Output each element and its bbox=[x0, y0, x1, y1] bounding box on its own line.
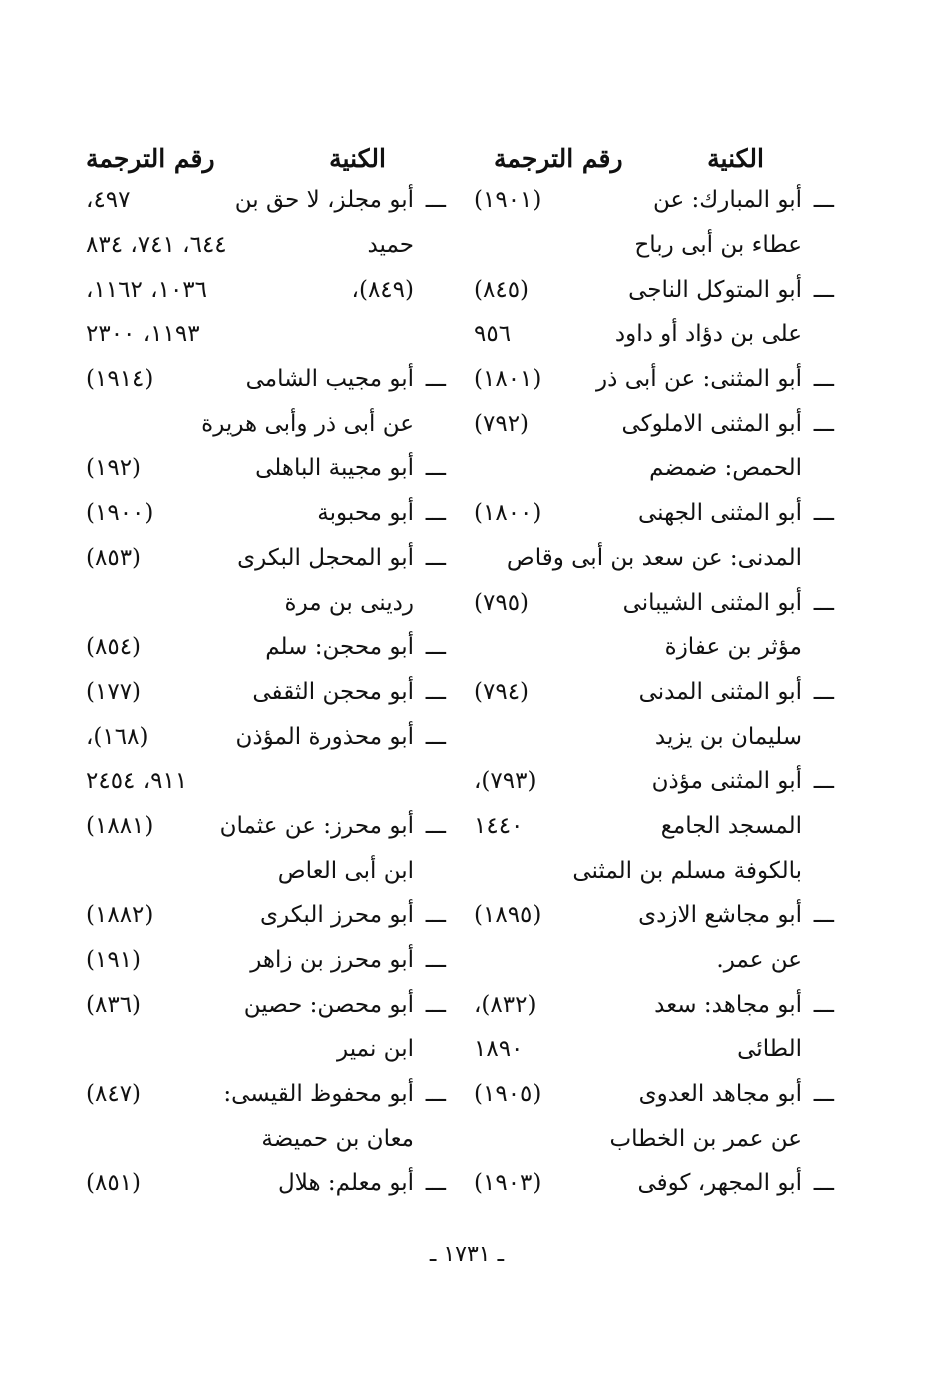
entry-dash: ـــ bbox=[813, 768, 834, 795]
index-entry bbox=[474, 1161, 834, 1206]
entry-name bbox=[639, 679, 834, 705]
index-entry bbox=[86, 401, 446, 446]
entry-name-text: أبو المثنى الشيبانى bbox=[622, 589, 802, 616]
entry-name bbox=[572, 858, 834, 884]
entry-dash: ـــ bbox=[425, 1170, 446, 1197]
entry-name-text: مؤثر بن عفازة bbox=[664, 634, 802, 661]
entry-number: (٨٥١) bbox=[86, 1170, 142, 1197]
entry-name bbox=[337, 1036, 446, 1062]
index-entry bbox=[86, 178, 446, 223]
index-entry bbox=[86, 848, 446, 893]
index-entry bbox=[474, 804, 834, 849]
entry-name bbox=[638, 902, 834, 928]
right-column-header bbox=[474, 138, 834, 178]
entry-name bbox=[654, 992, 834, 1018]
entry-name-text: سليمان بن يزيد bbox=[654, 723, 802, 750]
right-rows bbox=[474, 178, 834, 1206]
entry-number: (١٩١) bbox=[86, 947, 142, 974]
entry-number: (١٧٧) bbox=[86, 678, 142, 705]
entry-number: (٧٩٥) bbox=[474, 589, 530, 616]
entry-number: (١٨٨٢) bbox=[86, 902, 154, 929]
entry-number: (١٦٨)، bbox=[86, 723, 149, 750]
entry-name-text: أبو المثنى الاملوكى bbox=[621, 410, 802, 437]
entry-name bbox=[352, 277, 446, 303]
entry-name bbox=[250, 947, 446, 973]
entry-dash: ـــ bbox=[425, 678, 446, 705]
index-entry bbox=[86, 1161, 446, 1206]
entry-name bbox=[278, 858, 446, 884]
entry-name bbox=[235, 724, 446, 750]
entry-name bbox=[285, 590, 446, 616]
index-entry bbox=[474, 1027, 834, 1072]
entry-dash: ـــ bbox=[425, 1081, 446, 1108]
entry-number: (١٩١٤) bbox=[86, 366, 154, 393]
entry-name bbox=[639, 1081, 834, 1107]
entry-number: (٨٤٥) bbox=[474, 276, 530, 303]
entry-number: (١٩٠٥) bbox=[474, 1081, 542, 1108]
entry-name bbox=[637, 1170, 834, 1196]
entry-dash: ـــ bbox=[425, 947, 446, 974]
entry-name-text: أبو المتوكل الناجى bbox=[628, 276, 802, 303]
index-entry bbox=[86, 312, 446, 357]
entry-number: (١٨٠١) bbox=[474, 366, 542, 393]
entry-number: (٨٤٧) bbox=[86, 1081, 142, 1108]
index-entry bbox=[86, 1116, 446, 1161]
header-kunya: الكنية bbox=[329, 143, 386, 173]
entry-dash: ـــ bbox=[813, 187, 834, 214]
entry-name bbox=[596, 366, 834, 392]
entry-name-text: أبو المثنى الجهنى bbox=[638, 500, 802, 527]
entry-name-text: أبو مجيبة الباهلى bbox=[255, 455, 414, 482]
entry-name-text: المدنى: عن سعد بن أبى وقاص bbox=[506, 544, 802, 571]
entry-dash: ـــ bbox=[813, 589, 834, 616]
entry-number: (١٩٠٣) bbox=[474, 1170, 542, 1197]
entry-name bbox=[235, 187, 446, 213]
index-entry bbox=[474, 1116, 834, 1161]
entry-dash: ـــ bbox=[813, 500, 834, 527]
left-column bbox=[86, 138, 446, 1206]
entry-dash: ـــ bbox=[813, 991, 834, 1018]
entry-name bbox=[367, 232, 446, 258]
entry-name bbox=[260, 902, 446, 928]
header-tarjama-number: رقم الترجمة bbox=[86, 143, 215, 173]
entry-dash: ـــ bbox=[425, 366, 446, 393]
entry-dash: ـــ bbox=[425, 455, 446, 482]
entry-number: (١٩٢) bbox=[86, 455, 142, 482]
entry-dash: ـــ bbox=[813, 902, 834, 929]
entry-name-text: أبو المثنى: عن أبى ذر bbox=[596, 366, 802, 393]
entry-name bbox=[278, 1170, 446, 1196]
index-entry bbox=[474, 178, 834, 223]
entry-name bbox=[609, 1126, 834, 1152]
right-column bbox=[474, 138, 834, 1206]
entry-name bbox=[716, 947, 834, 973]
entry-dash: ـــ bbox=[813, 1170, 834, 1197]
entry-name bbox=[652, 768, 834, 794]
index-entry bbox=[474, 1072, 834, 1117]
entry-name-text: عطاء بن أبى رباح bbox=[634, 232, 802, 259]
entry-name-text: حميد bbox=[367, 232, 414, 259]
entry-number: (٧٩٢) bbox=[474, 410, 530, 437]
entry-name-text: أبو محفوظ القيسى: bbox=[223, 1081, 414, 1108]
entry-number: (٨٥٤) bbox=[86, 634, 142, 661]
entry-name bbox=[634, 232, 834, 258]
entry-name-text: أبو محجن الثقفى bbox=[252, 678, 414, 705]
entry-dash: ـــ bbox=[425, 991, 446, 1018]
entry-name-text: المسجد الجامع bbox=[660, 812, 802, 839]
entry-number: (٧٩٤) bbox=[474, 678, 530, 705]
entry-name-text: الحمص: ضمضم bbox=[649, 455, 802, 482]
entry-name bbox=[638, 500, 834, 526]
index-entry bbox=[474, 580, 834, 625]
index-entry bbox=[86, 1072, 446, 1117]
entry-name-text: أبو محبوبة bbox=[317, 500, 414, 527]
entry-name-text: على بن دؤاد أو داود bbox=[614, 321, 802, 348]
entry-dash: ـــ bbox=[425, 500, 446, 527]
entry-name bbox=[252, 679, 446, 705]
entry-name bbox=[615, 321, 834, 347]
entry-name-text: عن عمر بن الخطاب bbox=[609, 1125, 802, 1152]
index-entry bbox=[474, 401, 834, 446]
entry-name bbox=[246, 366, 446, 392]
index-entry bbox=[474, 893, 834, 938]
entry-number: (١٨٨١) bbox=[86, 812, 154, 839]
header-kunya: الكنية bbox=[707, 143, 764, 173]
index-entry bbox=[474, 312, 834, 357]
index-entry bbox=[86, 625, 446, 670]
index-entry bbox=[86, 804, 446, 849]
entry-name-text: عن أبى ذر وأبى هريرة bbox=[201, 410, 414, 437]
entry-name-text: أبو المجهر، كوفى bbox=[637, 1170, 802, 1197]
entry-name bbox=[317, 500, 446, 526]
entry-dash: ـــ bbox=[813, 410, 834, 437]
entry-number: (١٩٠١) bbox=[474, 187, 542, 214]
index-entry bbox=[86, 759, 446, 804]
entry-number: (١٩٠٠) bbox=[86, 500, 154, 527]
entry-name-text: أبو مجاشع الازدى bbox=[638, 902, 802, 929]
index-entry bbox=[86, 357, 446, 402]
entry-name bbox=[507, 545, 834, 571]
entry-name bbox=[223, 1081, 446, 1107]
entry-name bbox=[661, 813, 834, 839]
entry-name-text: أبو محرز البكرى bbox=[260, 902, 414, 929]
entry-number: (٨٣٦) bbox=[86, 991, 142, 1018]
entry-name-text: أبو محجن: سلم bbox=[265, 634, 414, 661]
entry-dash: ـــ bbox=[425, 634, 446, 661]
entry-name-text: أبو محذورة المؤذن bbox=[235, 723, 414, 750]
entry-name-text: أبو مجيب الشامى bbox=[245, 366, 414, 393]
entry-name-text: عن عمر. bbox=[716, 947, 802, 974]
entry-dash: ـــ bbox=[425, 723, 446, 750]
entry-number: ٩٥٦ bbox=[474, 321, 512, 348]
entry-dash: ـــ bbox=[425, 902, 446, 929]
entry-name bbox=[201, 411, 446, 437]
entry-name-text: أبو مجاهد: سعد bbox=[654, 991, 802, 1018]
entry-name-text: الطائى bbox=[737, 1036, 802, 1063]
entry-name-text: أبو محرز: عن عثمان bbox=[219, 812, 414, 839]
entry-name bbox=[655, 724, 834, 750]
entry-dash: ـــ bbox=[813, 678, 834, 705]
entry-dash: ـــ bbox=[813, 1081, 834, 1108]
index-entry bbox=[474, 938, 834, 983]
entry-dash: ـــ bbox=[813, 276, 834, 303]
entry-number: ٦٤٤، ٧٤١، ٨٣٤ bbox=[86, 232, 227, 259]
entry-number: ٤٩٧، bbox=[86, 187, 131, 214]
index-entry bbox=[474, 714, 834, 759]
entry-number: ١١٩٣، ٢٣٠٠ bbox=[86, 321, 200, 348]
index-entry bbox=[474, 223, 834, 268]
left-column-header bbox=[86, 138, 446, 178]
index-entry bbox=[474, 982, 834, 1027]
entry-name bbox=[737, 1036, 834, 1062]
index-entry bbox=[474, 625, 834, 670]
entry-number: (٨٣٢)، bbox=[474, 991, 537, 1018]
entry-name-text: أبو المحجل البكرى bbox=[237, 544, 414, 571]
index-entry bbox=[86, 1027, 446, 1072]
index-entry bbox=[474, 759, 834, 804]
index-entry bbox=[474, 267, 834, 312]
entry-name-text: بالكوفة مسلم بن المثنى bbox=[572, 857, 802, 884]
index-entry bbox=[474, 357, 834, 402]
entry-name-text: (٨٤٩)، bbox=[351, 276, 414, 303]
entry-dash: ـــ bbox=[813, 366, 834, 393]
index-entry bbox=[86, 714, 446, 759]
entry-name bbox=[623, 590, 834, 616]
entry-name-text: ردينى بن مرة bbox=[284, 589, 414, 616]
entry-name bbox=[665, 634, 834, 660]
index-entry bbox=[86, 223, 446, 268]
entry-dash: ـــ bbox=[425, 812, 446, 839]
index-entry bbox=[474, 536, 834, 581]
entry-name bbox=[265, 634, 446, 660]
entry-name-text: أبو المثنى مؤذن bbox=[651, 768, 802, 795]
left-rows bbox=[86, 178, 446, 1206]
entry-name-text: معان بن حميضة bbox=[261, 1125, 414, 1152]
entry-name-text: أبو المبارك: عن bbox=[653, 187, 802, 214]
entry-dash: ـــ bbox=[425, 187, 446, 214]
index-entry bbox=[474, 670, 834, 715]
entry-number: ١٨٩٠ bbox=[474, 1036, 524, 1063]
index-entry bbox=[474, 446, 834, 491]
entry-name bbox=[649, 455, 834, 481]
entry-name-text: أبو المثنى المدنى bbox=[638, 678, 802, 705]
index-entry bbox=[86, 893, 446, 938]
entry-number: (١٨٩٥) bbox=[474, 902, 542, 929]
entry-number: ٩١١، ٢٤٥٤ bbox=[86, 768, 188, 795]
page-number: ـ ١٧٣١ ـ bbox=[429, 1242, 505, 1267]
entry-name bbox=[237, 545, 446, 571]
header-tarjama-number: رقم الترجمة bbox=[494, 143, 623, 173]
index-entry bbox=[86, 446, 446, 491]
index-entry bbox=[86, 938, 446, 983]
entry-number: ١٠٣٦، ١١٦٢، bbox=[86, 276, 208, 303]
entry-name-text: أبو محرز بن زاهر bbox=[250, 947, 414, 974]
entry-number: (٨٥٣) bbox=[86, 544, 142, 571]
entry-name bbox=[220, 813, 446, 839]
index-entry bbox=[86, 536, 446, 581]
entry-name-text: أبو مجلز، لا حق بن bbox=[234, 187, 414, 214]
entry-name-text: أبو مجاهد العدوى bbox=[638, 1081, 802, 1108]
entry-name-text: أبو محصن: حصين bbox=[243, 991, 414, 1018]
index-entry bbox=[86, 670, 446, 715]
entry-number: (٧٩٣)، bbox=[474, 768, 537, 795]
entry-name bbox=[261, 1126, 446, 1152]
entry-name-text: ابن أبى العاص bbox=[277, 857, 414, 884]
entry-name bbox=[628, 277, 834, 303]
index-entry bbox=[86, 267, 446, 312]
entry-name-text: أبو معلم: هلال bbox=[278, 1170, 414, 1197]
entry-name-text: ابن نمير bbox=[337, 1036, 414, 1063]
index-entry bbox=[474, 491, 834, 536]
entry-dash: ـــ bbox=[425, 544, 446, 571]
entry-name bbox=[653, 187, 834, 213]
index-entry bbox=[86, 491, 446, 536]
entry-name bbox=[244, 992, 446, 1018]
entry-number: (١٨٠٠) bbox=[474, 500, 542, 527]
entry-number: ١٤٤٠ bbox=[474, 812, 524, 839]
entry-name bbox=[622, 411, 835, 437]
index-entry bbox=[474, 848, 834, 893]
entry-name bbox=[255, 455, 446, 481]
index-entry bbox=[86, 982, 446, 1027]
index-entry bbox=[86, 580, 446, 625]
